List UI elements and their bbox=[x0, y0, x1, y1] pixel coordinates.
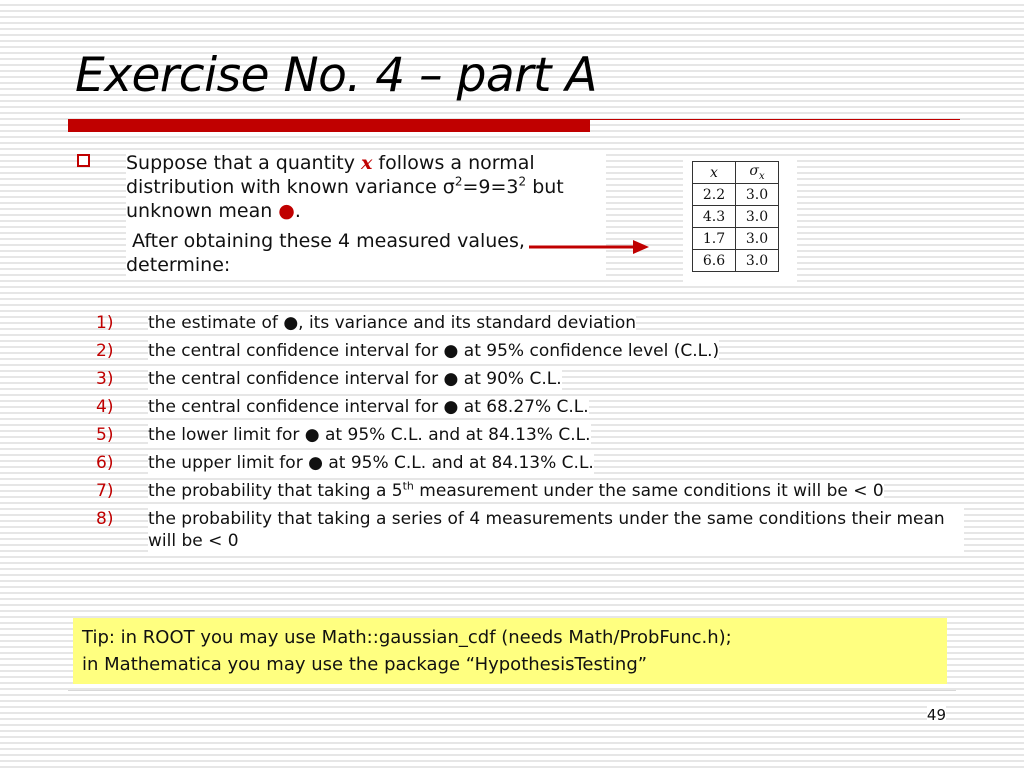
table-row bbox=[693, 206, 779, 228]
intro-text-3: =9=3 bbox=[462, 176, 519, 198]
item-text-part: the lower limit for bbox=[148, 425, 305, 445]
item-text-part: the estimate of bbox=[148, 313, 284, 333]
table-row bbox=[693, 228, 779, 250]
tip-line: in Mathematica you may use the package “HypothesisTesting” bbox=[82, 654, 648, 675]
page-number: 49 bbox=[926, 706, 946, 724]
footer-divider bbox=[68, 690, 956, 691]
item-text-part: the upper limit for bbox=[148, 453, 309, 473]
intro-paragraph-2: After obtaining these 4 measured values, determine: bbox=[126, 230, 525, 276]
mu-symbol: ● bbox=[278, 200, 295, 222]
square-bullet-icon bbox=[77, 154, 90, 167]
table-row bbox=[693, 250, 779, 272]
table-cell: 3.0 bbox=[736, 228, 779, 250]
column-header-x: x bbox=[693, 162, 736, 184]
measurements-table bbox=[692, 161, 779, 272]
right-arrow-icon bbox=[527, 237, 651, 257]
item-text-part: at 95% C.L. and at 84.13% C.L. bbox=[319, 425, 591, 445]
table-cell: 4.3 bbox=[693, 206, 736, 228]
measurements-table-panel bbox=[683, 156, 797, 286]
item-text bbox=[148, 396, 589, 418]
mu-symbol: ● bbox=[283, 313, 299, 333]
intro-paragraph bbox=[126, 151, 606, 223]
mu-symbol: ● bbox=[304, 425, 320, 445]
slide-title: Exercise No. 4 – part A bbox=[75, 48, 598, 103]
item-number: 8) bbox=[96, 509, 114, 529]
item-number: 7) bbox=[96, 481, 114, 501]
intro-text-4: but unknown mean bbox=[126, 176, 564, 222]
table-cell: 3.0 bbox=[736, 250, 779, 272]
table-cell: 2.2 bbox=[693, 184, 736, 206]
intro-text bbox=[126, 151, 606, 277]
ordinal-suffix: th bbox=[402, 479, 414, 493]
list-item bbox=[84, 368, 964, 390]
item-text-part: at 95% confidence level (C.L.) bbox=[458, 341, 720, 361]
table-cell: 6.6 bbox=[693, 250, 736, 272]
item-text-part: at 90% C.L. bbox=[458, 369, 562, 389]
table-cell: 3.0 bbox=[736, 206, 779, 228]
list-item bbox=[84, 424, 964, 446]
item-number: 4) bbox=[96, 397, 114, 417]
table-cell: 1.7 bbox=[693, 228, 736, 250]
intro-text-5: . bbox=[294, 200, 301, 222]
column-header-sigma bbox=[736, 162, 779, 184]
table-row bbox=[693, 184, 779, 206]
tip-box bbox=[73, 618, 947, 684]
item-text bbox=[148, 424, 591, 446]
item-text bbox=[148, 480, 884, 502]
table-header-row bbox=[693, 162, 779, 184]
variable-x: x bbox=[361, 152, 373, 174]
item-text: the probability that taking a series of 4 measurements under the same conditions their mean will be < 0 bbox=[148, 508, 964, 552]
list-item bbox=[84, 396, 964, 418]
item-text bbox=[148, 368, 562, 390]
mu-symbol: ● bbox=[308, 453, 323, 473]
item-text bbox=[148, 340, 719, 362]
item-number: 1) bbox=[96, 313, 114, 333]
exponent: 2 bbox=[454, 174, 463, 189]
sigma-symbol: σ bbox=[749, 163, 759, 180]
table-cell: 3.0 bbox=[736, 184, 779, 206]
sigma-symbol: σ bbox=[442, 176, 455, 198]
list-item bbox=[84, 480, 964, 502]
item-text-part: , its variance and its standard deviation bbox=[298, 313, 637, 333]
question-list bbox=[84, 312, 964, 558]
intro-text-1: Suppose that a quantity bbox=[126, 152, 362, 174]
item-number: 6) bbox=[96, 453, 114, 473]
tip-line: Tip: in ROOT you may use Math::gaussian_cdf (needs Math/ProbFunc.h); bbox=[82, 627, 732, 648]
item-number: 3) bbox=[96, 369, 114, 389]
item-text bbox=[148, 452, 594, 474]
item-text bbox=[148, 312, 636, 334]
item-text-part: the central confidence interval for bbox=[148, 397, 444, 417]
item-number: 5) bbox=[96, 425, 114, 445]
list-item bbox=[84, 508, 964, 552]
item-text-part: the probability that taking a 5 bbox=[148, 481, 403, 501]
mu-symbol: ● bbox=[443, 341, 459, 361]
item-number: 2) bbox=[96, 341, 114, 361]
mu-symbol: ● bbox=[443, 369, 459, 389]
list-item bbox=[84, 340, 964, 362]
mu-symbol: ● bbox=[443, 397, 459, 417]
item-text-part: at 95% C.L. and at 84.13% C.L. bbox=[322, 453, 594, 473]
list-item bbox=[84, 452, 964, 474]
title-divider-thick bbox=[68, 120, 590, 132]
item-text-part: at 68.27% C.L. bbox=[458, 397, 589, 417]
item-text-part: the central confidence interval for bbox=[148, 369, 444, 389]
intro-text-2: follows a normal distribution with known variance bbox=[126, 152, 535, 198]
subscript: x bbox=[758, 170, 765, 182]
item-text-part: the central confidence interval for bbox=[148, 341, 444, 361]
item-text-part: measurement under the same conditions it will be < 0 bbox=[413, 481, 884, 501]
list-item bbox=[84, 312, 964, 334]
exponent: 2 bbox=[518, 174, 527, 189]
